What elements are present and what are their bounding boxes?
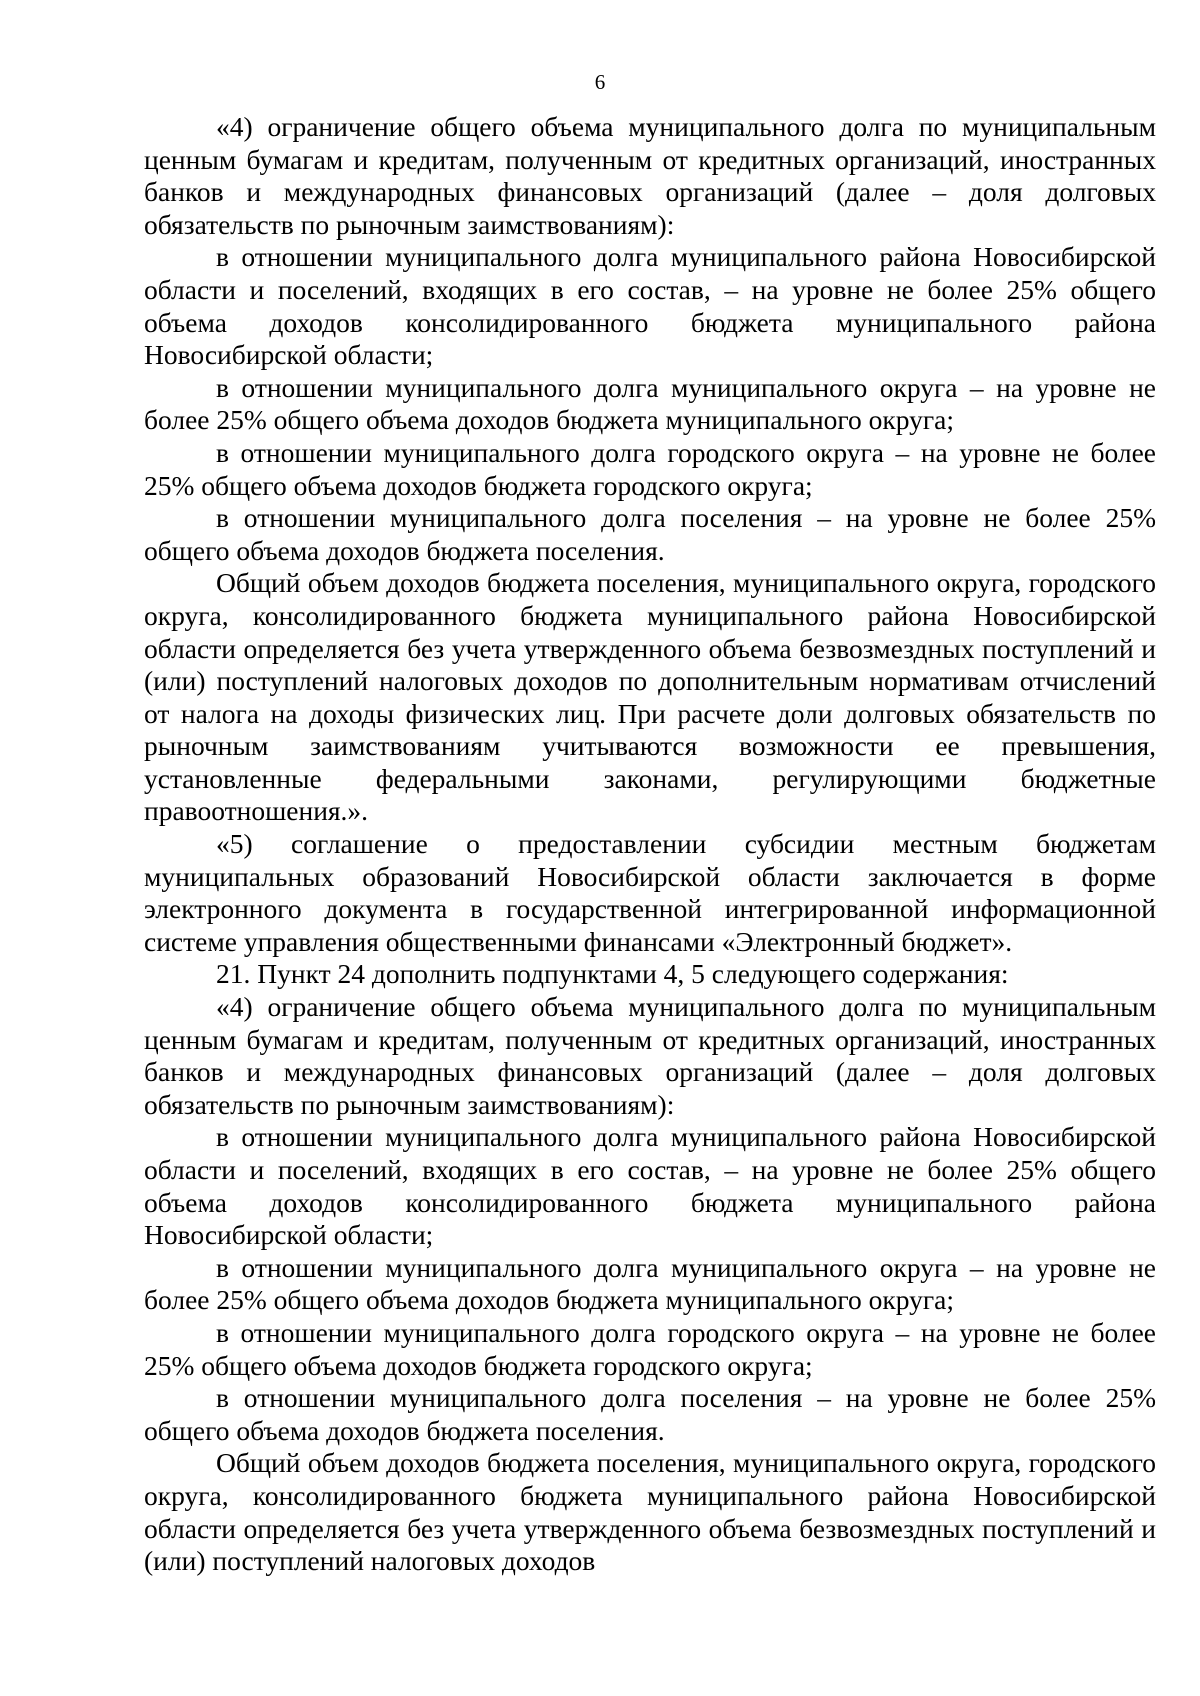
paragraph: в отношении муниципального долга муниципального района Новосибирской области и поселений, входящих в его состав, – на уровне не более 25% общего объема доходов консолидированного бюджета муниципального района Новосибирской области; <box>144 241 1156 371</box>
paragraph: в отношении муниципального долга поселения – на уровне не более 25% общего объема доходов бюджета поселения. <box>144 1382 1156 1446</box>
paragraph: в отношении муниципального долга муниципального района Новосибирской области и поселений, входящих в его состав, – на уровне не более 25% общего объема доходов консолидированного бюджета муниципального района Новосибирской области; <box>144 1121 1156 1251</box>
paragraph: в отношении муниципального долга городского округа – на уровне не более 25% общего объема доходов бюджета городского округа; <box>144 436 1156 501</box>
paragraph: «4) ограничение общего объема муниципального долга по муниципальным ценным бумагам и кредитам, полученным от кредитных организаций, иностранных банков и международных финансовых организаций (далее – доля долговых обязательств по рыночным заимствованиям): <box>144 991 1156 1120</box>
paragraph: Общий объем доходов бюджета поселения, муниципального округа, городского округа, консолидированного бюджета муниципального района Новосибирской области определяется без учета утвержденного объема безвозмездных поступлений и (или) поступлений налоговых доходов <box>144 1447 1156 1577</box>
paragraph: 21. Пункт 24 дополнить подпунктами 4, 5 следующего содержания: <box>216 958 1009 990</box>
paragraph: в отношении муниципального долга муниципального округа – на уровне не более 25% общего объема доходов бюджета муниципального округа; <box>144 1251 1156 1316</box>
paragraph: в отношении муниципального долга поселения – на уровне не более 25% общего объема доходов бюджета поселения. <box>144 502 1156 566</box>
paragraph: в отношении муниципального долга городского округа – на уровне не более 25% общего объема доходов бюджета городского округа; <box>144 1316 1156 1381</box>
page-number: 6 <box>594 70 606 94</box>
paragraph: в отношении муниципального долга муниципального округа – на уровне не более 25% общего объема доходов бюджета муниципального округа; <box>144 371 1156 436</box>
paragraph: «4) ограничение общего объема муниципального долга по муниципальным ценным бумагам и кредитам, полученным от кредитных организаций, иностранных банков и международных финансовых организаций (далее – доля долговых обязательств по рыночным заимствованиям): <box>144 111 1156 240</box>
paragraph: Общий объем доходов бюджета поселения, муниципального округа, городского округа, консолидированного бюджета муниципального района Новосибирской области определяется без учета утвержденного объема безвозмездных поступлений и (или) поступлений налоговых доходов по дополнительным нормативам отчислений от налога на доходы физических лиц. При расчете доли долговых обязательств по рыночным заимствованиям учитываются возможности ее превышения, установленные федеральными законами, регулирующими бюджетные правоотношения.». <box>144 567 1156 827</box>
document-body <box>144 111 1156 1578</box>
paragraph: «5) соглашение о предоставлении субсидии местным бюджетам муниципальных образований Новосибирской области заключается в форме электронного документа в государственной интегрированной информационной системе управления общественными финансами «Электронный бюджет». <box>144 828 1156 957</box>
